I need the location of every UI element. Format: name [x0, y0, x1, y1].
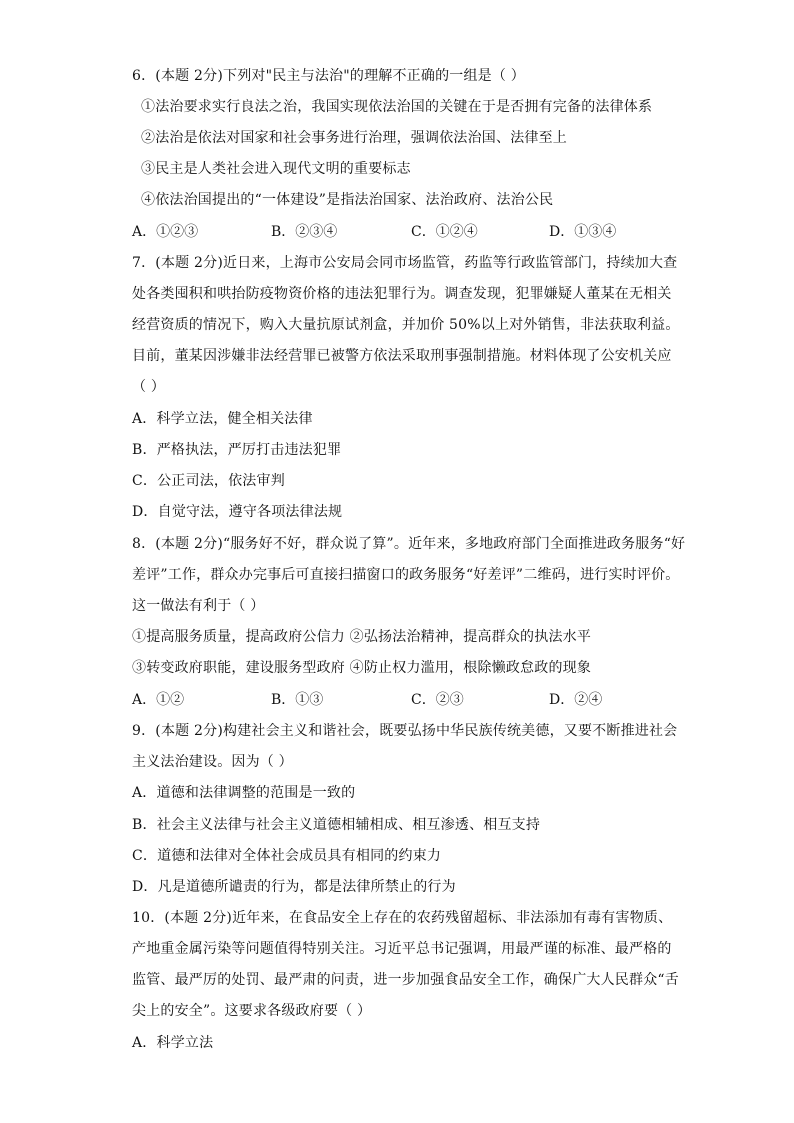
q8-stem-line-2: 差评”工作，群众办完事后可直接扫描窗口的政务服务“好差评”二维码，进行实时评价。 [132, 567, 680, 583]
q10-stem-line-4: 尖上的安全”。这要求各级政府要（ ） [132, 1003, 372, 1019]
q7-stem-line-4: 目前，董某因涉嫌非法经营罪已被警方依法采取刑事强制措施。材料体现了公安机关应 [132, 348, 672, 364]
q7-option-d: D．自觉守法，遵守各项法律法规 [132, 504, 343, 520]
q9-option-d: D．凡是道德所谴责的行为，都是法律所禁止的行为 [132, 879, 456, 895]
q8-choice-d: D．②④ [549, 692, 603, 708]
q6-statement-1: ①法治要求实行良法之治，我国实现依法治国的关键在于是否拥有完备的法律体系 [141, 99, 653, 115]
q10-option-a: A．科学立法 [132, 1035, 214, 1051]
q9-option-a: A．道德和法律调整的范围是一致的 [132, 785, 356, 801]
q8-stem-line-1: 8．(本题 2分)“服务好不好，群众说了算”。近年来，多地政府部门全面推进政务服务“好 [132, 536, 686, 552]
q8-stem-line-3: 这一做法有利于（ ） [132, 598, 265, 614]
q7-stem-line-2: 处各类囤积和哄抬防疫物资价格的违法犯罪行为。调查发现，犯罪嫌疑人董某在无相关 [132, 286, 672, 302]
q8-choice-b: B．①③ [271, 692, 324, 708]
q6-choice-d: D．①③④ [549, 224, 617, 240]
q9-stem-line-2: 主义法治建设。因为（ ） [132, 754, 293, 770]
q7-stem-line-3: 经营资质的情况下，购入大量抗原试剂盒，并加价 50%以上对外销售，非法获取利益。 [132, 317, 680, 333]
q9-stem-line-1: 9．(本题 2分)构建社会主义和谐社会，既要弘扬中华民族传统美德，又要不断推进社会 [132, 723, 678, 739]
q7-option-c: C．公正司法，依法审判 [132, 473, 285, 489]
q7-stem-line-5: （ ） [132, 379, 166, 395]
q9-option-c: C．道德和法律对全体社会成员具有相同的约束力 [132, 848, 442, 864]
q8-statement-1: ①提高服务质量，提高政府公信力 ②弘扬法治精神，提高群众的执法水平 [132, 629, 592, 645]
q10-stem-line-2: 产地重金属污染等问题值得特别关注。习近平总书记强调，用最严谨的标准、最严格的 [132, 941, 672, 957]
q6-choice-c: C．①②④ [411, 224, 478, 240]
q8-statement-2: ③转变政府职能，建设服务型政府 ④防止权力滥用，根除懒政怠政的现象 [132, 660, 592, 676]
q6-statement-2: ②法治是依法对国家和社会事务进行治理，强调依法治国、法律至上 [141, 130, 567, 146]
q7-option-b: B．严格执法，严厉打击违法犯罪 [132, 442, 342, 458]
q6-statement-3: ③民主是人类社会进入现代文明的重要标志 [141, 161, 411, 177]
q6-stem: 6．(本题 2分)下列对"民主与法治"的理解不正确的一组是（ ） [132, 68, 525, 84]
q9-option-b: B．社会主义法律与社会主义道德相辅相成、相互渗透、相互支持 [132, 817, 541, 833]
q8-choice-a: A．①② [132, 692, 185, 708]
q6-choice-b: B．②③④ [271, 224, 338, 240]
q7-option-a: A．科学立法，健全相关法律 [132, 411, 313, 427]
q10-stem-line-1: 10．(本题 2分)近年来，在食品安全上存在的农药残留超标、非法添加有毒有害物质、 [132, 910, 673, 926]
q7-stem-line-1: 7．(本题 2分)近日来，上海市公安局会同市场监管，药监等行政监管部门，持续加大查 [132, 255, 678, 271]
q6-statement-4: ④依法治国提出的“一体建设”是指法治国家、法治政府、法治公民 [141, 192, 554, 208]
q6-choice-a: A．①②③ [132, 224, 199, 240]
q10-stem-line-3: 监管、最严厉的处罚、最严肃的问责，进一步加强食品安全工作，确保广大人民群众“舌 [132, 972, 679, 988]
q8-choice-c: C．②③ [411, 692, 464, 708]
